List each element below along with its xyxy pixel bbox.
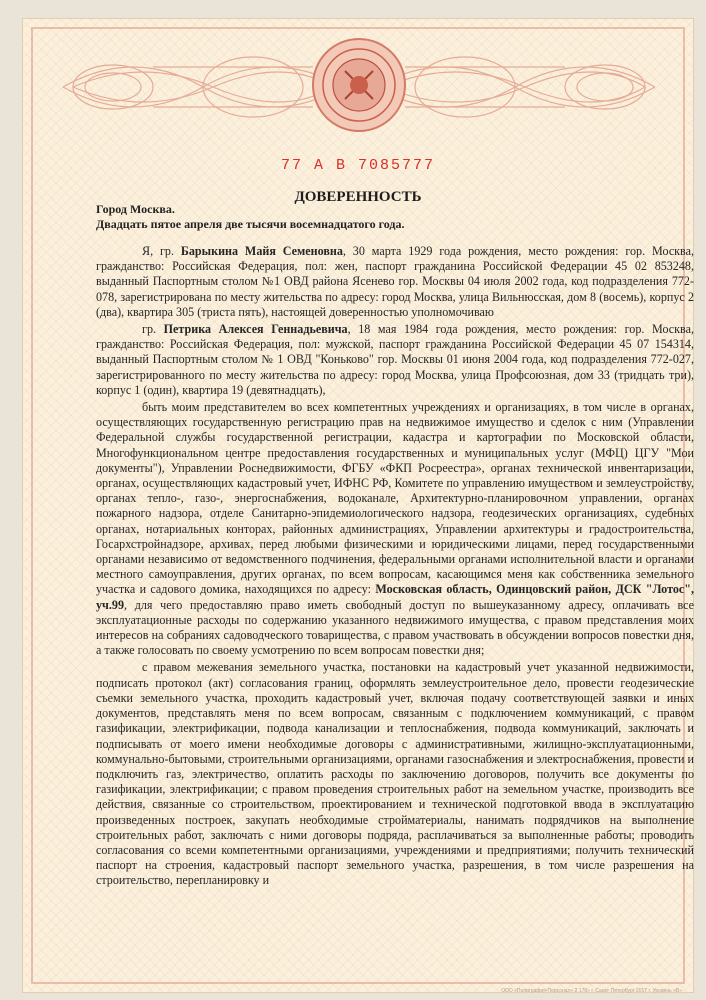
printer-footer: ООО «Полиграфия-Персонал» 2 170» г. Санкт-Петербург 2017 г. Уровень «В»	[501, 988, 682, 994]
date-line: Двадцать пятое апреля две тысячи восемнадцатого года.	[96, 217, 405, 231]
notary-emblem-icon	[313, 39, 405, 131]
paragraph-attorney	[96, 322, 694, 398]
place-and-date	[96, 202, 404, 232]
principal-details: , 30 марта 1929 года рождения, место рождения: гор. Москва, гражданство: Российская Федерация, пол: жен, паспорт гражданина Российской Федерации 45 02 853248, выданный Паспортным столом №1 ОВД района Ясенево гор. Москвы 04 июля 2002 года, код подразделения 772-078, зарегистрирована по месту жительства по адресу: город Москва, улица Вильнюсская, дом 8 (восемь), корпус 2 (два), квартира 305 (триста пять), настоящей доверенностью уполномочиваю	[96, 244, 694, 319]
document-body	[96, 244, 694, 956]
principal-lead: Я, гр.	[142, 244, 181, 258]
powers-text-a: быть моим представителем во всех компетентных учреждениях и организациях, в том числе в органах, осуществляющих государственную регистрацию прав на недвижимое имущество и сделок с ним (Управлении Федеральной службы государственной регистрации, кадастра и картографии по Московской области, Многофункциональном центре предоставления государственных и муниципальных услуг (МФЦ) ЦГУ "Мои документы"), Управлении Роснедвижимости, ФГБУ «ФКП Росреестра», органах технической инвентаризации, органах, осуществляющих кадастровый учет, ИФНС РФ, Комитете по управлению имуществом и землеустройству, органах тепло-, газо-, энергоснабжения, водоканале, Архитектурно-планировочном управлении, органах пожарного надзора, отделе Санитарно-эпидемиологического надзора, геодезических организациях, судебных органах, нотариальных конторах, районных администрациях, Управлении архитектуры и градостроительства, Госархстройнадзоре, архивах, перед любыми физическими и юридическими лицами, перед государственными органами независимо от ведомственного подчинения, федеральными органами исполнительной власти и органами местного самоуправления, других органах, по всем вопросам, касающимся меня как собственника земельного участка и садового домика, находящихся по адресу:	[96, 400, 694, 597]
paragraph-principal	[96, 244, 694, 320]
property-address: Московская область, Одинцовский район, ДСК "Лотос", уч.99	[96, 582, 694, 612]
form-serial-number: 77 А В 7085777	[280, 157, 436, 174]
attorney-lead: гр.	[142, 322, 164, 337]
guilloche-ornament	[53, 27, 665, 147]
attorney-details: , 18 мая 1984 года рождения, место рождения: гор. Москва, гражданство: Российская Федерация, пол: мужской, паспорт гражданина Российской Федерации 45 07 154314, выданный Паспортным столом № 1 ОВД "Коньково" гор. Москвы 01 июня 2004 года, код подразделения 772-027, зарегистрированного по месту жительства по адресу: город Москва, улица Профсоюзная, дом 33 (тридцать три), корпус 1 (один), квартира 19 (девятнадцать),	[96, 322, 694, 397]
document-title: ДОВЕРЕННОСТЬ	[294, 189, 422, 205]
paragraph-land-powers: с правом межевания земельного участка, постановки на кадастровый учет указанной недвижимости, подписать протокол (акт) согласования границ, оформлять землеустроительное дело, провести геодезические съемки земельного участка, проходить кадастровый учет, включая подачу соответствующей заявки и иных документов, представлять меня по всем вопросам, связанным с подключением коммуникаций, с правом газификации, электрификации, подвода канализации и теплоснабжения, подвода коммуникаций, заключать и подписывать от моего имени необходимые договоры с административными, жилищно-эксплуатационными, коммунально-бытовыми, строительными организациями, органами газоснабжения и электроснабжения, провести и подключить газ, электричество, оплатить расходы по заключению договоров, получить все документы по газификации, электрификации; с правом проведения строительных работ на земельном участке, производить все действия, связанные со строительством, проектированием и технической подготовкой ввода в эксплуатацию произведенных построек, закупать необходимые стройматериалы, нанимать подрядчиков на выполнение строительных работ, заключать с ними договоры подряда, расплачиваться за выполненные работы; проводить согласования со всеми компетентными организациями, учреждениями и предприятиями; получить технический паспорт на строения, кадастровый паспорт земельного участка, разрешения, в том числе разрешения на строительство, перепланировку и	[96, 660, 694, 888]
principal-name: Барыкина Майя Семеновна	[180, 244, 343, 258]
paragraph-powers	[96, 400, 694, 658]
city-line: Город Москва.	[96, 202, 175, 216]
powers-text-b: , для чего предоставляю право иметь свободный доступ по вышеуказанному адресу, оплачивать все эксплуатационные расходы по содержанию указанного недвижимого имущества, с правом представления моих интересов на собраниях садоводческого товарищества, с правом участвовать в обсуждении вопросов повестки дня, а также голосовать по своему усмотрению по всем вопросам повестки дня;	[96, 597, 694, 658]
attorney-name: Петрика Алексея Геннадьевича	[163, 322, 348, 337]
